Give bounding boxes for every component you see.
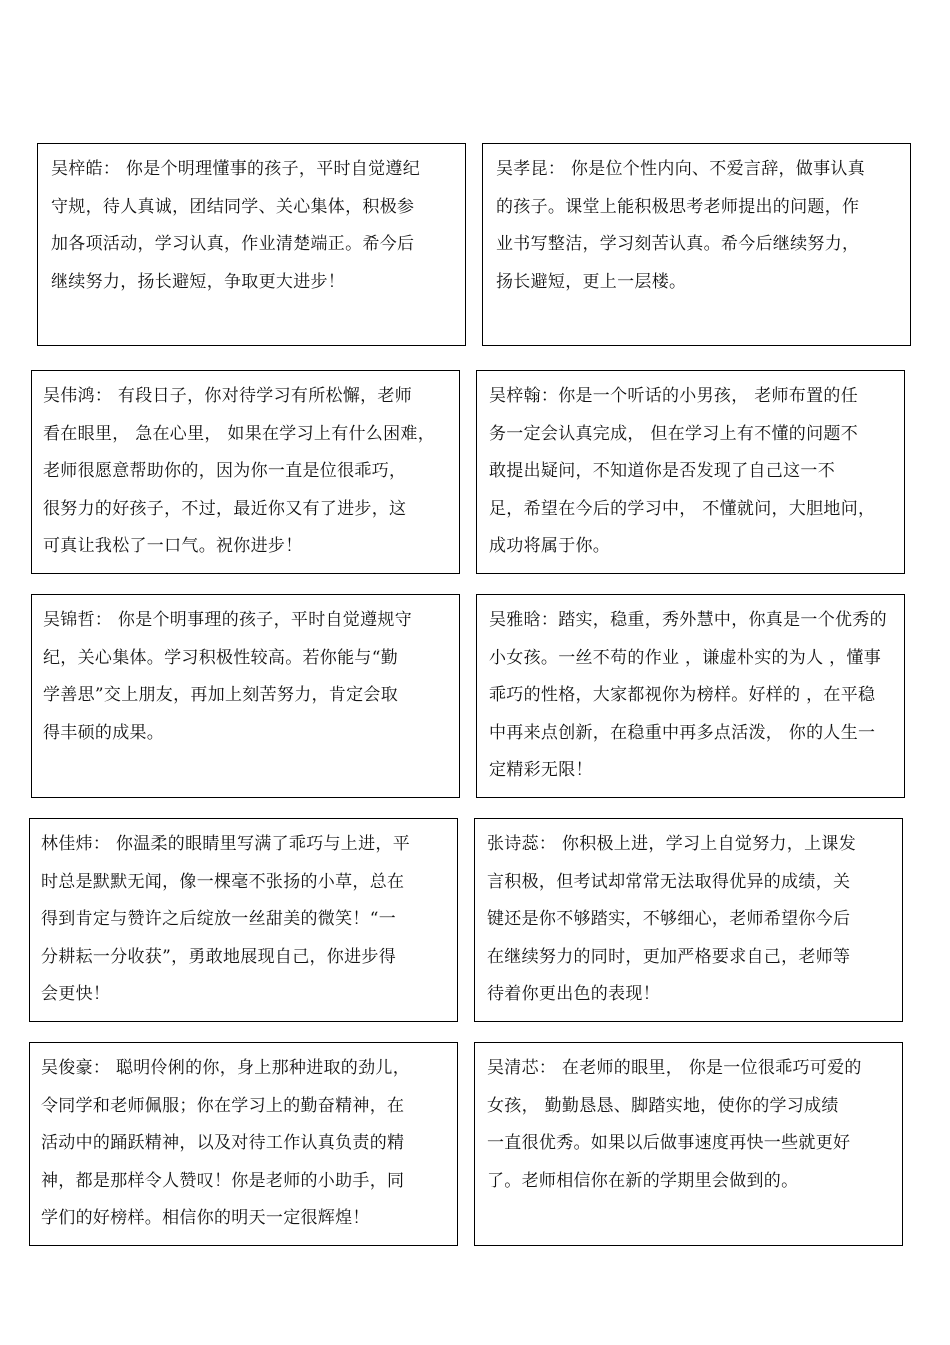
comment-card-wu-yahan: [476, 594, 905, 798]
comment-card-wu-zihao: [37, 143, 466, 346]
comment-text: 吴锦哲： 你是个明事理的孩子，平时自觉遵规守 纪，关心集体。学习积极性较高。若你能与“勤 学善思”交上朋友，再加上刻苦努力，肯定会取 得丰硕的成果。: [43, 610, 413, 743]
comment-text: 吴梓翰：你是一个听话的小男孩， 老师布置的任 务一定会认真完成， 但在学习上有不懂的问题不 敢提出疑问，不知道你是否发现了自己这一不 足，希望在今后的学习中， 不懂就问，大胆地问， 成功将属于你。: [489, 386, 876, 556]
comment-card-wu-xiaokun: [482, 143, 911, 346]
comment-text: 吴俊豪： 聪明伶俐的你，身上那种进取的劲儿， 令同学和老师佩服；你在学习上的勤奋精神，在 活动中的踊跃精神，以及对待工作认真负责的精 神，都是那样令人赞叹！你是老师的小助手，同 学们的好榜样。相信你的明天一定很辉煌！: [41, 1058, 411, 1228]
comment-card-wu-jinzhe: [31, 594, 460, 798]
comment-card-lin-jiawei: [29, 818, 458, 1022]
comment-text: 吴梓皓： 你是个明理懂事的孩子，平时自觉遵纪 守规，待人真诚，团结同学、关心集体，积极参 加各项活动，学习认真，作业清楚端正。希今后 继续努力，扬长避短，争取更大进步！: [51, 159, 421, 292]
comment-text: 吴雅晗：踏实，稳重，秀外慧中，你真是一个优秀的 小女孩。一丝不苟的作业 ，谦虚朴实的为人 ，懂事 乖巧的性格，大家都视你为榜样。好样的 ，在平稳 中再来点创新，在稳重中再多点活泼， 你的人生一 定精彩无限！: [489, 610, 887, 780]
comment-card-zhang-shirui: [474, 818, 903, 1022]
comment-card-wu-junhao: [29, 1042, 458, 1246]
comment-text: 吴孝昆： 你是位个性内向、不爱言辞，做事认真 的孩子。课堂上能积极思考老师提出的问题，作 业书写整洁，学习刻苦认真。希今后继续努力， 扬长避短，更上一层楼。: [496, 159, 866, 292]
comment-text: 林佳炜： 你温柔的眼睛里写满了乖巧与上进，平 时总是默默无闻，像一棵毫不张扬的小草，总在 得到肯定与赞许之后绽放一丝甜美的微笑！“一 分耕耘一分收获”，勇敢地展现自己，你进步得 会更快！: [41, 834, 411, 1004]
comment-text: 吴清芯： 在老师的眼里， 你是一位很乖巧可爱的 女孩， 勤勤恳恳、脚踏实地，使你的学习成绩 一直很优秀。如果以后做事速度再快一些就更好 了。老师相信你在新的学期里会做到的。: [487, 1058, 862, 1191]
comment-text: 张诗蕊： 你积极上进，学习上自觉努力，上课发 言积极，但考试却常常无法取得优异的成绩，关 键还是你不够踏实，不够细心，老师希望你今后 在继续努力的同时，更加严格要求自己，老师等 待着你更出色的表现！: [487, 834, 857, 1004]
comment-card-wu-weihong: [31, 370, 460, 574]
comment-card-wu-zihan: [476, 370, 905, 574]
comment-card-wu-qingxin: [474, 1042, 903, 1246]
comment-text: 吴伟鸿： 有段日子，你对待学习有所松懈，老师 看在眼里， 急在心里， 如果在学习上有什么困难， 老师很愿意帮助你的，因为你一直是位很乖巧， 很努力的好孩子，不过，最近你又有了进步，这 可真让我松了一口气。祝你进步！: [43, 386, 436, 556]
